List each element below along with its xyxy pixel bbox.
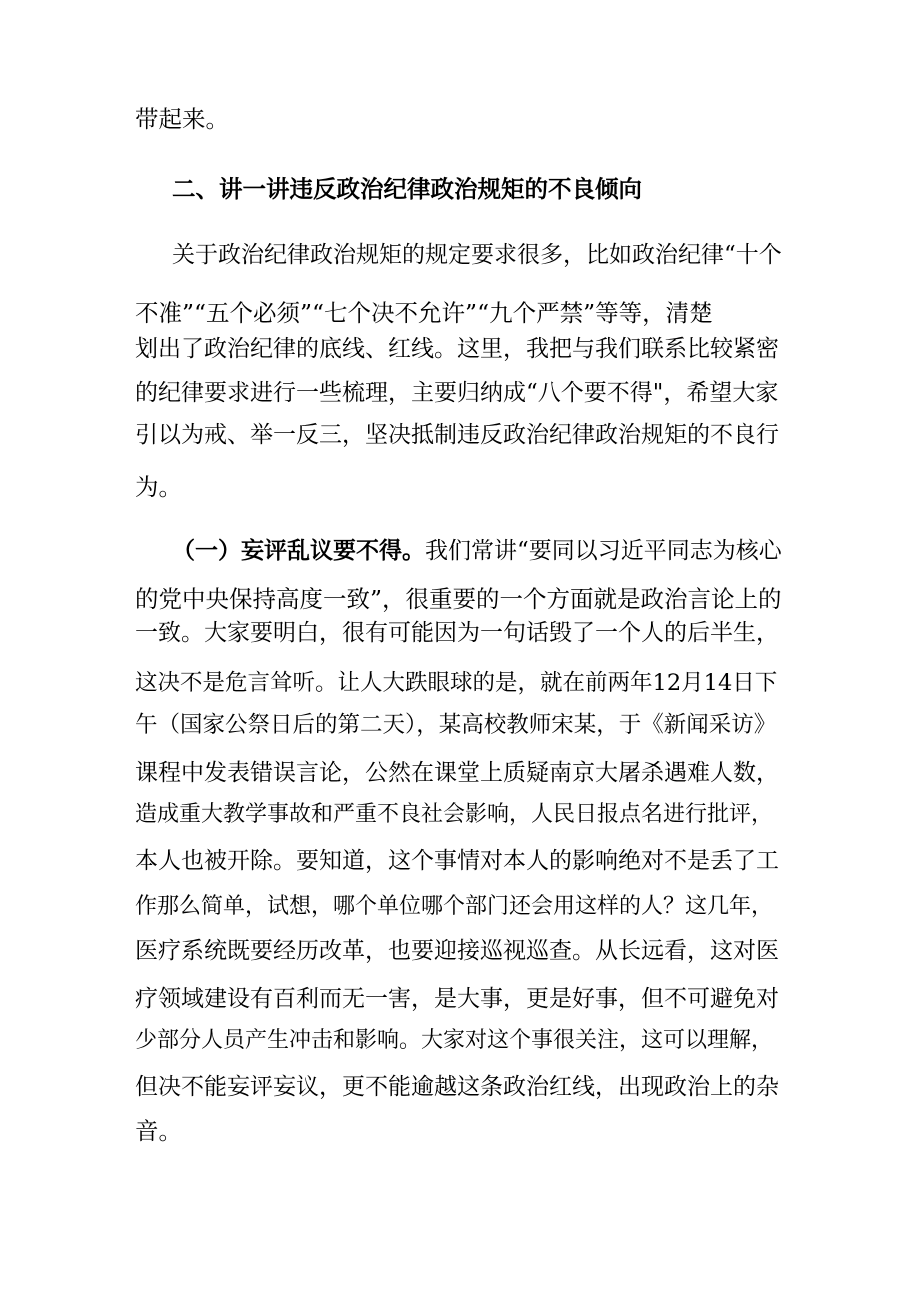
paragraph-line: 但决不能妄评妄议，更不能逾越这条政治红线，出现政治上的杂: [135, 1074, 779, 1100]
paragraph-line: 医疗系统既要经历改革，也要迎接巡视巡查。从长远看，这对医: [135, 938, 779, 964]
paragraph-line: 一致。大家要明白，很有可能因为一句话毁了一个人的后半生，: [135, 620, 779, 646]
paragraph-line: 划出了政治纪律的底线、红线。这里，我把与我们联系比较紧密: [135, 336, 779, 362]
paragraph-line: 造成重大教学事故和严重不良社会影响，人民日报点名进行批评，: [135, 802, 774, 827]
paragraph-line: 引以为戒、举一反三，坚决抵制违反政治纪律政治规矩的不良行: [135, 422, 779, 448]
paragraph-line: 本人也被开除。要知道，这个事情对本人的影响绝对不是丢了工: [135, 848, 779, 874]
paragraph-line: 为。: [135, 473, 182, 501]
paragraph-first-line: [172, 536, 782, 566]
paragraph-line: 的纪律要求进行一些梳理，主要归纳成“八个要不得"，希望大家: [135, 380, 779, 406]
paragraph-text: 我们常讲“: [425, 538, 529, 564]
paragraph-line: 作那么简单，试想，哪个单位哪个部门还会用这样的人？这几年，: [135, 894, 774, 919]
paragraph-line: 午（国家公祭日后的第二天），某高校教师宋某，于《新闻采访》: [135, 712, 777, 738]
paragraph-line: 这决不是危言耸听。让人大跌眼球的是，就在前两年12月14日下: [135, 670, 778, 696]
paragraph-line: 课程中发表错误言论，公然在课堂上质疑南京大屠杀遇难人数，: [135, 760, 779, 786]
subsection-lead: （一）妄评乱议要不得。: [172, 537, 425, 564]
paragraph-tail: 带起来。: [135, 105, 229, 133]
paragraph-line: 疗领域建设有百利而无一害，是大事，更是好事，但不可避免对: [135, 986, 779, 1012]
paragraph-line: 关于政治纪律政治规矩的规定要求很多，比如政治纪律“十个: [172, 242, 782, 268]
paragraph-line: 少部分人员产生冲击和影响。大家对这个事很关注，这可以理解，: [135, 1028, 774, 1053]
paragraph-line: 不准”“五个必须”“七个决不允许”“九个严禁”等等，清楚: [135, 299, 713, 327]
section-heading: 二、讲一讲违反政治纪律政治规矩的不良倾向: [172, 175, 642, 203]
paragraph-line: 的党中央保持高度一致”，很重要的一个方面就是政治言论上的: [135, 585, 782, 613]
paragraph-line: 音。: [135, 1117, 182, 1145]
paragraph-text: 要同以习近平同志为核心: [528, 538, 782, 564]
